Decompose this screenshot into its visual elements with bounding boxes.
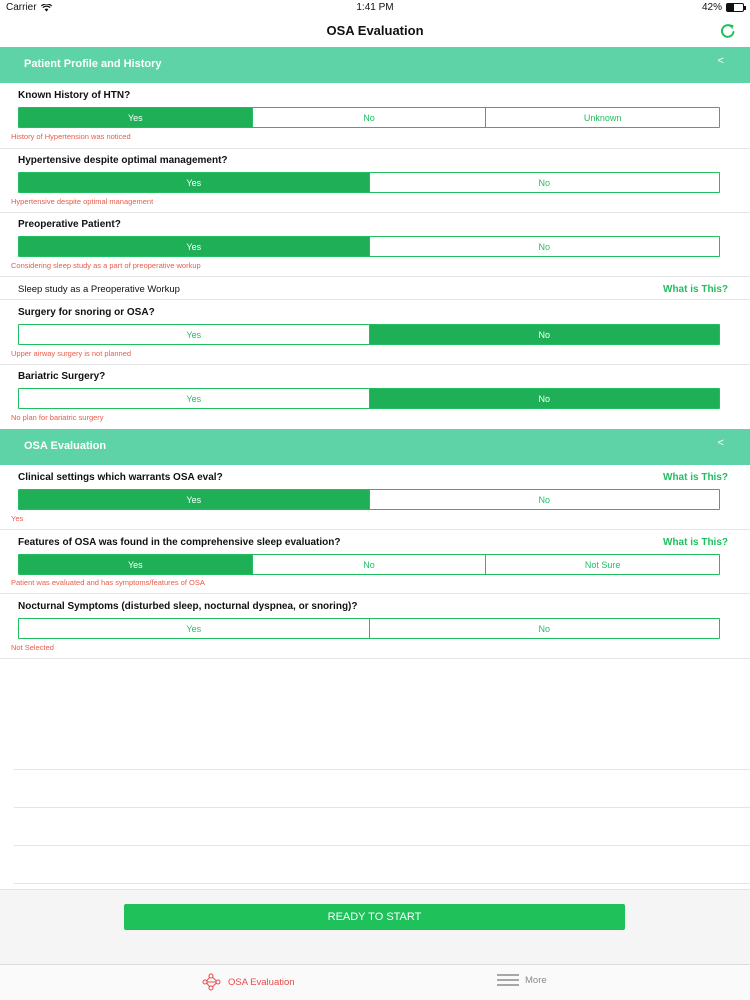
segmented-clinical-settings <box>18 489 720 510</box>
option-no[interactable]: No <box>253 555 487 574</box>
empty-row-separator <box>14 883 750 884</box>
section-title: Patient Profile and History <box>24 58 162 70</box>
divider <box>0 212 750 213</box>
option-not-sure[interactable]: Not Sure <box>584 559 621 570</box>
question-preoperative: Preoperative Patient? <box>18 219 121 230</box>
tab-osa-evaluation[interactable] <box>202 973 295 991</box>
option-unknown[interactable]: Unknown <box>583 112 622 123</box>
option-yes[interactable]: Yes <box>19 389 370 408</box>
divider <box>0 658 750 659</box>
segmented-htn <box>18 107 720 128</box>
tab-label: OSA Evaluation <box>228 976 295 988</box>
navigation-bar <box>0 16 750 46</box>
sleep-study-row-label: Sleep study as a Preoperative Workup <box>18 284 180 295</box>
divider <box>0 276 750 277</box>
segmented-preoperative <box>18 236 720 257</box>
note-preoperative: Considering sleep study as a part of preoperative workup <box>11 261 201 270</box>
note-bariatric: No plan for bariatric surgery <box>11 413 104 422</box>
ready-to-start-button[interactable]: READY TO START <box>124 904 625 930</box>
segmented-nocturnal-symptoms <box>18 618 720 639</box>
section-header-osa[interactable] <box>0 429 750 465</box>
section-header-profile[interactable] <box>0 47 750 83</box>
option-yes[interactable]: Yes <box>19 237 370 256</box>
menu-icon <box>497 973 519 987</box>
segmented-osa-features <box>18 554 720 575</box>
divider <box>0 593 750 594</box>
tab-bar <box>0 964 750 1000</box>
option-no[interactable]: No <box>538 241 550 252</box>
divider <box>0 148 750 149</box>
option-yes[interactable]: Yes <box>19 325 370 344</box>
tab-label: More <box>525 974 547 986</box>
question-hypertensive: Hypertensive despite optimal management? <box>18 155 228 166</box>
segmented-bariatric <box>18 388 720 409</box>
option-yes[interactable]: Yes <box>19 173 370 192</box>
option-yes[interactable]: Yes <box>19 555 253 574</box>
status-time: 1:41 PM <box>356 2 394 13</box>
option-no[interactable]: No <box>538 623 550 634</box>
option-yes[interactable]: Yes <box>19 490 370 509</box>
status-bar <box>0 0 750 16</box>
collapse-chevron-icon[interactable]: < <box>717 437 724 449</box>
note-osa-features: Patient was evaluated and has symptoms/features of OSA <box>11 578 205 587</box>
question-clinical-settings: Clinical settings which warrants OSA eval? <box>18 472 223 483</box>
option-no[interactable]: No <box>370 325 720 344</box>
note-hypertensive: Hypertensive despite optimal management <box>11 197 154 206</box>
section-title: OSA Evaluation <box>24 440 107 452</box>
note-nocturnal-symptoms: Not Selected <box>11 643 54 652</box>
status-right <box>702 2 744 13</box>
option-yes[interactable]: Yes <box>19 108 253 127</box>
divider <box>0 364 750 365</box>
battery-percent: 42% <box>701 2 722 13</box>
tab-more[interactable] <box>497 973 547 987</box>
option-yes[interactable]: Yes <box>19 619 370 638</box>
note-htn: History of Hypertension was noticed <box>11 132 131 141</box>
what-is-this-link-sleep-study[interactable]: What is This? <box>663 284 728 295</box>
segmented-snoring-surgery <box>18 324 720 345</box>
question-snoring-surgery: Surgery for snoring or OSA? <box>18 307 155 318</box>
question-osa-features: Features of OSA was found in the comprehensive sleep evaluation? <box>18 537 341 548</box>
note-clinical-settings: Yes <box>11 514 24 523</box>
carrier-label: Carrier <box>6 2 37 13</box>
question-bariatric: Bariatric Surgery? <box>18 371 106 382</box>
divider <box>0 299 750 300</box>
divider <box>0 529 750 530</box>
empty-row-separator <box>14 807 750 808</box>
question-nocturnal-symptoms: Nocturnal Symptoms (disturbed sleep, nocturnal dyspnea, or snoring)? <box>18 601 358 612</box>
option-no[interactable]: No <box>253 108 487 127</box>
what-is-this-link-clinical[interactable]: What is This? <box>663 472 728 483</box>
what-is-this-link-features[interactable]: What is This? <box>663 537 728 548</box>
option-no[interactable]: No <box>538 177 550 188</box>
segmented-hypertensive <box>18 172 720 193</box>
empty-row-separator <box>14 769 750 770</box>
refresh-icon[interactable] <box>718 21 738 41</box>
bottom-action-area <box>0 889 750 964</box>
battery-fill <box>727 4 734 11</box>
network-icon <box>202 973 222 991</box>
collapse-chevron-icon[interactable]: < <box>717 55 724 67</box>
battery-icon <box>726 3 744 12</box>
question-htn: Known History of HTN? <box>18 90 131 101</box>
option-no[interactable]: No <box>370 389 720 408</box>
empty-row-separator <box>14 845 750 846</box>
note-snoring-surgery: Upper airway surgery is not planned <box>11 349 132 358</box>
page-title: OSA Evaluation <box>326 23 424 38</box>
option-no[interactable]: No <box>538 494 550 505</box>
